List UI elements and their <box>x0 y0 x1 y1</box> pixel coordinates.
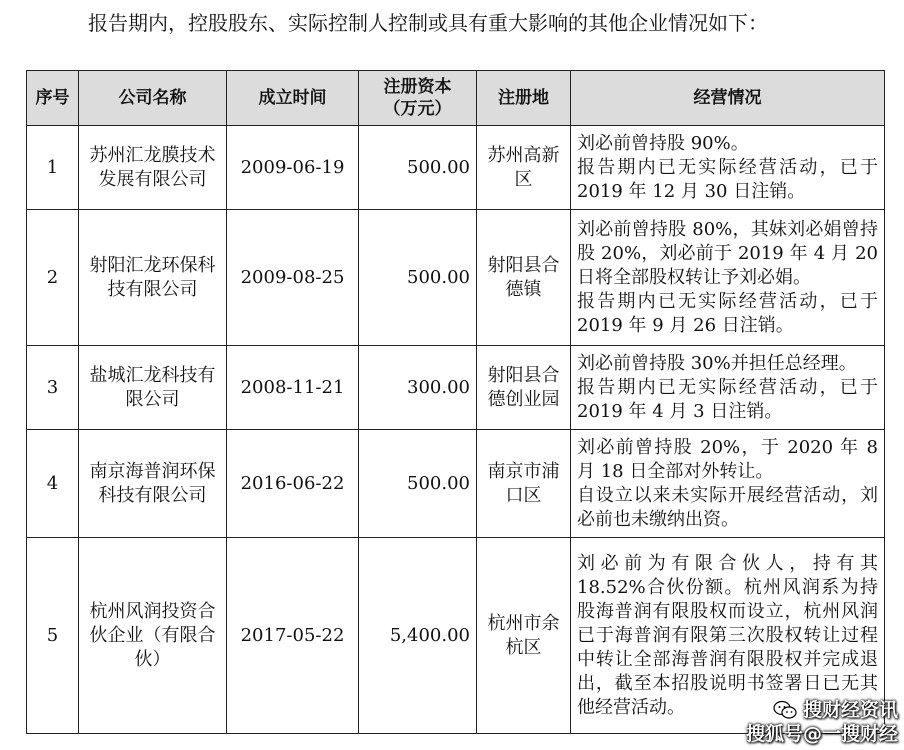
row-seq: 1 <box>27 126 79 210</box>
table-row <box>27 210 885 346</box>
table-row <box>27 430 885 538</box>
row-capital: 300.00 <box>359 346 477 430</box>
business-line: 刘必前曾持股 90%。 <box>577 132 749 154</box>
row-location: 射阳县合德创业园 <box>477 346 571 430</box>
business-line: 报告期内已无实际经营活动，已于 2019 年 9 月 26 日注销。 <box>577 290 878 336</box>
wechat-icon <box>773 700 797 720</box>
header-seq: 序号 <box>27 71 79 126</box>
row-seq: 2 <box>27 210 79 346</box>
header-capital-line2: （万元） <box>383 99 452 119</box>
row-business <box>571 346 885 430</box>
watermark-line1 <box>746 698 898 722</box>
row-company-name: 苏州汇龙膜技术发展有限公司 <box>79 126 227 210</box>
row-date: 2009-06-19 <box>227 126 359 210</box>
row-capital: 500.00 <box>359 210 477 346</box>
row-location: 杭州市余杭区 <box>477 538 571 734</box>
row-business <box>571 210 885 346</box>
header-date: 成立时间 <box>227 71 359 126</box>
row-company-name: 盐城汇龙科技有限公司 <box>79 346 227 430</box>
business-line: 刘必前为有限合伙人，持有其 18.52%合伙份额。杭州风润系为持股海普润有限股权而设立，杭州风润已于海普润有限第三次股权转让过程中转让全部海普润有限股权并完成退出，截至本招股说明书签署日已无其他经营活动。 <box>577 552 878 718</box>
watermark-text2: 搜狐号@一搜财经 <box>745 723 898 745</box>
table-row <box>27 126 885 210</box>
row-location: 射阳县合德镇 <box>477 210 571 346</box>
business-line: 刘必前曾持股 30%并担任总经理。 <box>577 352 857 374</box>
row-company-name: 南京海普润环保科技有限公司 <box>79 430 227 538</box>
row-location: 南京市浦口区 <box>477 430 571 538</box>
business-line: 报告期内已无实际经营活动，已于 2019 年 12 月 30 日注销。 <box>577 156 878 202</box>
row-date: 2008-11-21 <box>227 346 359 430</box>
header-name: 公司名称 <box>79 71 227 126</box>
business-line: 刘必前曾持股 20%，于 2020 年 8 月 18 日全部对外转让。 <box>577 436 878 482</box>
row-business <box>571 126 885 210</box>
header-capital <box>359 71 477 126</box>
row-date: 2016-06-22 <box>227 430 359 538</box>
header-business: 经营情况 <box>571 71 885 126</box>
row-company-name: 射阳汇龙环保科技有限公司 <box>79 210 227 346</box>
business-line: 自设立以来未实际开展经营活动，刘必前也未缴纳出资。 <box>577 484 878 530</box>
row-seq: 5 <box>27 538 79 734</box>
affiliated-companies-table <box>26 70 885 734</box>
table-header-row <box>27 71 885 126</box>
header-location: 注册地 <box>477 71 571 126</box>
business-line: 刘必前曾持股 80%，其妹刘必娟曾持股 20%，刘必前于 2019 年 4 月 20 日将全部股权转让予刘必娟。 <box>577 218 878 288</box>
header-capital-line1: 注册资本 <box>383 77 452 97</box>
row-capital: 500.00 <box>359 126 477 210</box>
watermark-text1: 搜财经资讯 <box>802 699 898 721</box>
table-row <box>27 346 885 430</box>
row-seq: 3 <box>27 346 79 430</box>
business-line: 报告期内已无实际经营活动，已于 2019 年 4 月 3 日注销。 <box>577 376 878 422</box>
row-location: 苏州高新区 <box>477 126 571 210</box>
watermark <box>746 698 898 746</box>
row-company-name: 杭州风润投资合伙企业（有限合伙） <box>79 538 227 734</box>
row-seq: 4 <box>27 430 79 538</box>
row-date: 2009-08-25 <box>227 210 359 346</box>
row-capital: 5,400.00 <box>359 538 477 734</box>
intro-text: 报告期内，控股股东、实际控制人控制或具有重大影响的其他企业情况如下： <box>88 11 768 35</box>
row-business <box>571 430 885 538</box>
row-date: 2017-05-22 <box>227 538 359 734</box>
row-capital: 500.00 <box>359 430 477 538</box>
